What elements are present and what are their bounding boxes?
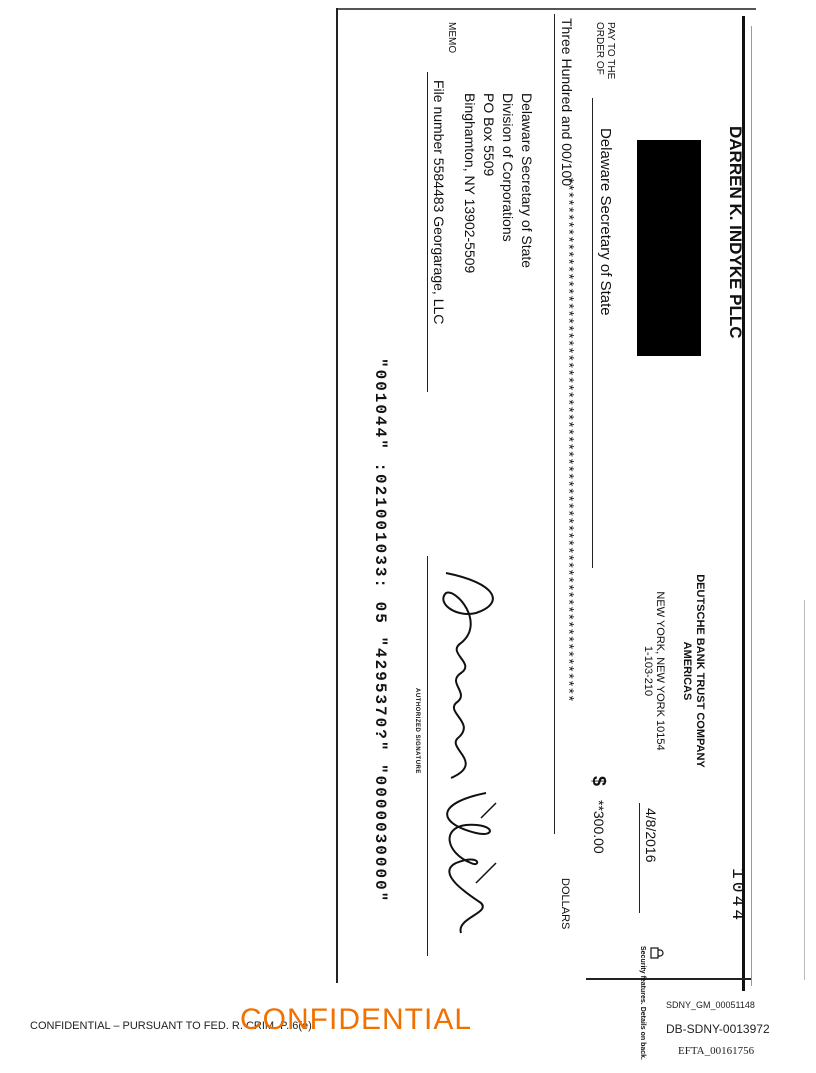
padlock-icon: [650, 946, 664, 960]
bank-name: DEUTSCHE BANK TRUST COMPANY AMERICAS: [681, 574, 706, 768]
bates-number-efta: EFTA_00161756: [678, 1045, 755, 1057]
amount-words-fill: ***********************************************************************: [559, 176, 575, 702]
handwritten-signature: [426, 563, 516, 943]
address-line: Binghamton, NY 13902-5509: [462, 93, 478, 274]
address-line: Delaware Secretary of State: [519, 93, 535, 269]
memo-text: File number 5584483 Georgarage, LLC: [431, 80, 447, 325]
check-date: 4/8/2016: [643, 808, 659, 863]
bates-number-db: DB-SDNY-0013972: [666, 1022, 770, 1036]
memo-line: [427, 72, 428, 392]
pay-to-label: PAY TO THE ORDER OF: [594, 22, 616, 80]
memo-label: MEMO: [446, 22, 457, 54]
amount-words-line: [554, 14, 555, 834]
payee-address: [460, 93, 536, 353]
bank-address: NEW YORK, NEW YORK 10154: [654, 591, 666, 751]
issuer-name: DARREN K. INDYKE PLLC: [726, 126, 745, 339]
amount-numeric: **300.00: [591, 800, 607, 854]
bank-address-block: [642, 566, 666, 776]
date-line: [639, 803, 640, 913]
confidential-notice: CONFIDENTIAL – PURSUANT TO FED. R. CRIM. P. 6(e): [30, 1020, 312, 1032]
check-number: 1044: [727, 868, 747, 924]
routing-fraction: 1-103-210: [642, 645, 654, 697]
amount-words: Three Hundred and 00/100: [559, 18, 575, 187]
address-line: Division of Corporations: [500, 93, 516, 242]
scan-edge-line: [804, 600, 805, 980]
bates-number-gm: SDNY_GM_00051148: [666, 1000, 755, 1010]
confidential-watermark: CONFIDENTIAL: [240, 1003, 473, 1036]
authorized-signature-label: AUTHORIZED SIGNATURE: [414, 688, 420, 774]
payee-name: Delaware Secretary of State: [597, 128, 614, 316]
payee-line: [592, 98, 593, 568]
security-features-note: Security features. Details on back.: [639, 946, 646, 1060]
dollars-label: DOLLARS: [559, 878, 571, 930]
micr-line: "001044" :021001033: 05 "4295370?" "0000030000": [371, 358, 389, 904]
signature-line: [427, 556, 428, 956]
address-line: PO Box 5509: [481, 93, 497, 177]
dollar-sign: $: [589, 776, 609, 787]
redaction-box: [637, 140, 701, 356]
